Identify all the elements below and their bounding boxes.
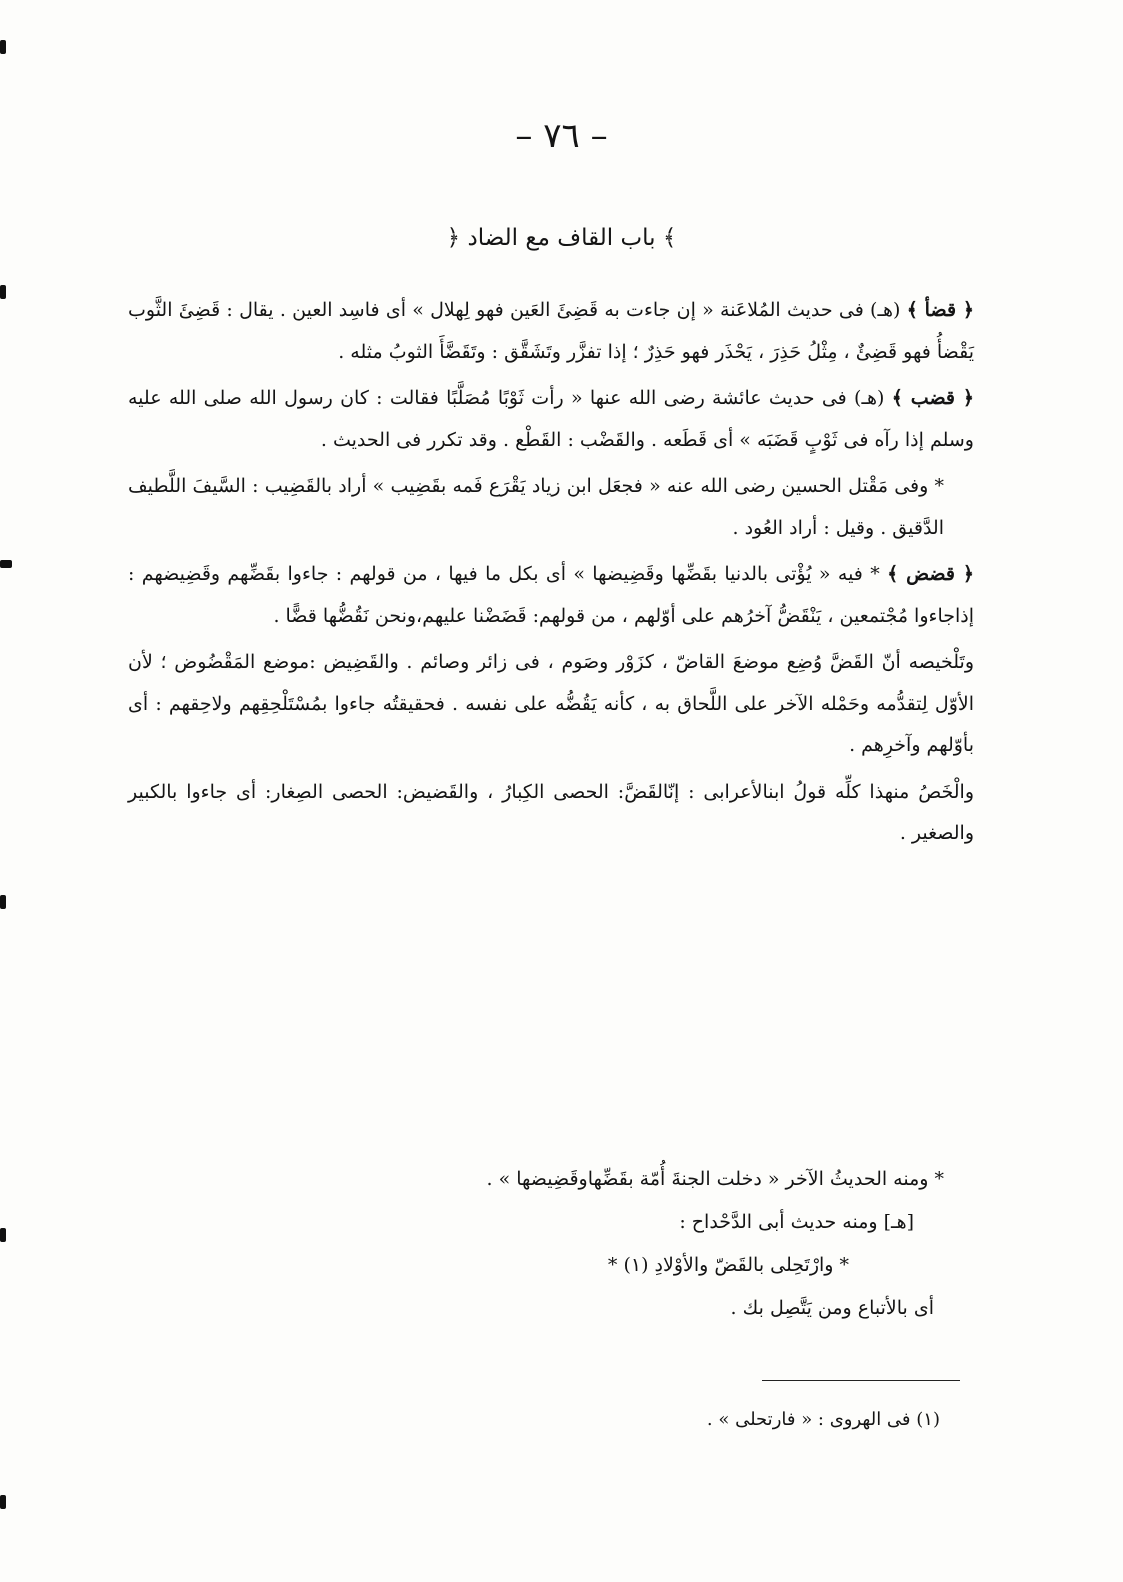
entry-paragraph <box>128 466 974 549</box>
entry-text: * وفى مَقْتل الحسين رضى الله عنه « فجعَل ابن زياد يَقْرَع فَمه بقَضِيب » أراد بالقَضِيب : السَّيفَ اللَّطيف الدَّقيق . وقيل : أراد العُود . <box>128 475 944 539</box>
scan-edge-mark <box>0 560 12 568</box>
scan-edge-mark <box>0 40 6 54</box>
quotation-line: أى بالأتباع ومن يَتَّصِل بك . <box>730 1297 934 1319</box>
entry-text: (هـ) فى حديث المُلاعَنة « إن جاءت به قَضِئَ العَين فهو لِهلال » أى فاسِد العين . يقال : قَضِئَ الثَّوب يَقْضأُ فهو قَضِئٌ ، مِثْلُ حَذِرَ ، يَحْذَر فهو حَذِرٌ ؛ إذا تفزَّر وتَشَقَّق : وتَقَضَّأَ الثوبُ مثله . <box>128 299 974 363</box>
entry-text: * فيه « يُؤْتى بالدنيا بقَضِّها وقَضِيضها » أى بكل ما فيها ، من قولهم : جاءوا بقَضِّهم وقَضِيضهم : إذاجاءوا مُجْتمعين ، يَنْقَضُّ آخرُهم على أوّلهم ، من قولهم: قَضَضْنا عليهم،ونحن نَقُضُّها قضًّا . <box>128 563 974 627</box>
scan-edge-mark <box>0 895 6 909</box>
footnote-divider <box>762 1380 960 1381</box>
scan-edge-mark <box>0 1495 6 1509</box>
footnote: (١) فى الهروى : « فارتحلى » . <box>706 1409 940 1430</box>
scan-edge-mark <box>0 285 6 299</box>
entry-text: والْخَصُ منهذا كلِّه قولُ ابنالأعرابى : إنّالقَضَّ: الحصى الكِبارُ ، والقَضيض: الحصى الصِغار: أى جاءوا بالكبير والصغير . <box>128 780 974 844</box>
quotation-line: [هـ] ومنه حديث أبى الدَّحْداح : <box>679 1211 914 1233</box>
entry-text: وتَلْخيصه أنّ القَضَّ وُضِع موضعَ القاضّ ، كزَوْر وصَوم ، فى زائر وصائم . والقَضِيض :موضع المَقْضُوض ؛ لأن الأوّل لِتقدُّمه وحَمْله الآخر على اللَّحاق به ، كأنه يَقُضُّه على نفسه . فحقيقتُه جاءوا بمُسْتَلْحِقِهم ولاحِقهم : أى بأوّلهم وآخرِهم . <box>128 651 974 756</box>
quotation-block <box>128 1158 974 1330</box>
verse-line: * وارْتَحِلى بالقَضّ والأوْلادِ (١) * <box>607 1254 849 1276</box>
quotation-line: * ومنه الحديثُ الآخر « دخلت الجنةَ أُمّة بقَضِّهاوقَضِيضها » . <box>486 1168 944 1190</box>
entry-headword: ﴿ قضأ ﴾ <box>906 299 974 321</box>
entry-paragraph <box>128 554 974 637</box>
entry-paragraph <box>128 642 974 767</box>
chapter-title: ﴿ باب القاف مع الضاد ﴾ <box>446 225 677 251</box>
entry-headword: ﴿ قضب ﴾ <box>891 387 974 409</box>
scan-edge-mark <box>0 1228 6 1242</box>
entry-paragraph <box>128 290 974 373</box>
entry-headword: ﴿ قضض ﴾ <box>887 563 974 585</box>
page-number: – ٧٦ – <box>515 116 608 156</box>
entry-text: (هـ) فى حديث عائشة رضى الله عنها « رأت ثَوْبًا مُصَلَّبًا فقالت : كان رسول الله صلى الله عليه وسلم إذا رآه فى ثَوْبٍ قَضَبَه » أى قَطَعه . والقَضْب : القَطْع . وقد تكرر فى الحديث . <box>128 387 974 451</box>
body-text <box>128 290 974 860</box>
entry-paragraph <box>128 772 974 855</box>
entry-paragraph <box>128 378 974 461</box>
